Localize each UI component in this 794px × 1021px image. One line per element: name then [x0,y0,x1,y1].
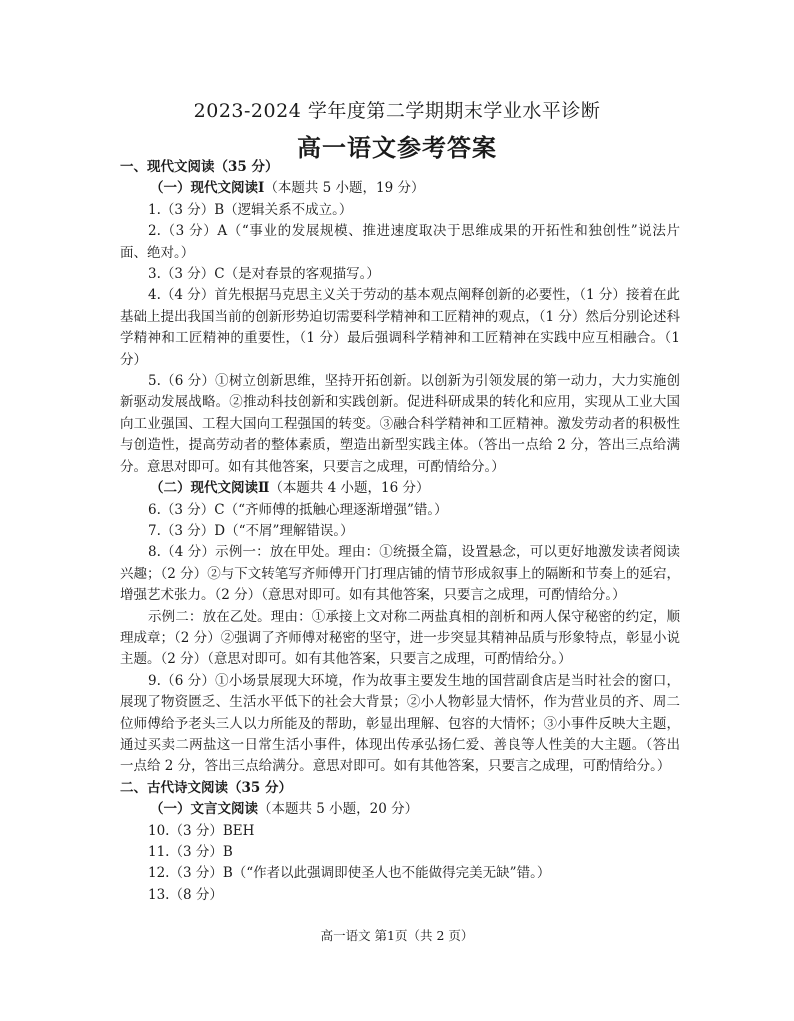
answer-content [120,157,680,906]
document-subtitle: 高一语文参考答案 [297,133,497,162]
subsection-label: （一）现代文阅读Ⅰ [150,180,265,197]
answer-q6: 6.（3 分）C（“齐师傅的抵触心理逐渐增强”错。） [148,501,448,518]
document-title: 2023-2024 学年度第二学期期末学业水平诊断 [193,100,601,122]
answer-q12: 12.（3 分）B（“作者以此强调即使圣人也不能做得完美无缺”错。） [148,865,551,882]
subsection-label: （一）文言文阅读 [150,801,258,818]
subsection-modern-reading-2 [120,478,680,499]
answer-q4: 4.（4 分）首先根据马克思主义关于劳动的基本观点阐释创新的必要性，（1 分）接着在此基础上提出我国当前的创新形势迫切需要科学精神和工匠精神的观点，（1 分）然后分别论述科学精神和工匠精神的重要性，（1 分）最后强调科学精神和工匠精神在实践中应互相融合。（1 分） [120,287,680,368]
answer-q7: 7.（3 分）D（“不屑”理解错误。） [148,522,354,539]
subsection-modern-reading-1 [120,178,680,199]
subsection-note: （本题共 4 小题，16 分） [269,480,430,497]
subsection-note: （本题共 5 小题，20 分） [258,801,419,818]
answer-q10: 10.（3 分）BEH [148,822,255,839]
subsection-classical-prose [120,799,680,820]
answer-q5: 5.（6 分）①树立创新思维，坚持开拓创新。以创新为引领发展的第一动力，大力实施创新驱动发展战略。②推动科技创新和实践创新。促进科研成果的转化和应用，实现从工业大国向工业强国、工程大国向工程强国的转变。③融合科学精神和工匠精神。激发劳动者的积极性与创造性，提高劳动者的整体素质，塑造出新型实践主体。（答出一点给 2 分，答出三点给满分。意思对即可。如有其他答案，只要言之成理，可酌情给分。） [120,373,680,475]
answer-q3: 3.（3 分）C（是对春景的客观描写。） [148,266,380,283]
answer-q8-example-1: 8.（4 分）示例一：放在甲处。理由：①统摄全篇，设置悬念，可以更好地激发读者阅读兴趣；（2 分）②与下文转笔写齐师傅开门打理店铺的情节形成叙事上的隔断和节奏上的延宕，增强艺术张力。（2 分）（意思对即可。如有其他答案，只要言之成理，可酌情给分。） [120,544,680,604]
section-heading-modern-reading: 一、现代文阅读（35 分） [120,159,279,175]
answer-q1: 1.（3 分）B（逻辑关系不成立。） [148,201,353,218]
subsection-label: （二）现代文阅读Ⅱ [150,480,270,497]
answer-q9: 9.（6 分）①小场景展现大环境，作为故事主要发生地的国营副食店是当时社会的窗口，展现了物资匮乏、生活水平低下的社会大背景；②小人物彰显大情怀，作为营业员的齐、周二位师傅给予老头三人以力所能及的帮助，彰显出理解、包容的大情怀；③小事件反映大主题，通过买卖二两盐这一日常生活小事件，体现出传承弘扬仁爱、善良等人性美的大主题。（答出一点给 2 分，答出三点给满分。意思对即可。如有其他答案，只要言之成理，可酌情给分。） [120,672,680,775]
subsection-note: （本题共 5 小题，19 分） [264,180,425,197]
answer-q8-example-2: 示例二：放在乙处。理由：①承接上文对称二两盐真相的剖析和两人保守秘密的约定，顺理成章；（2 分）②强调了齐师傅对秘密的坚守，进一步突显其精神品质与形象特点，彰显小说主题。（2 分）（意思对即可。如有其他答案，只要言之成理，可酌情给分。） [120,608,680,668]
section-heading-classical-reading: 二、古代诗文阅读（35 分） [120,779,292,796]
answer-q11: 11.（3 分）B [148,844,233,860]
answer-q2: 2.（3 分）A（“事业的发展规模、推进速度取决于思维成果的开拓性和独创性”说法片面、绝对。） [120,223,680,261]
answer-q13: 13.（8 分） [148,886,223,903]
page-footer: 高一语文 第1页（共 2 页） [320,928,474,943]
